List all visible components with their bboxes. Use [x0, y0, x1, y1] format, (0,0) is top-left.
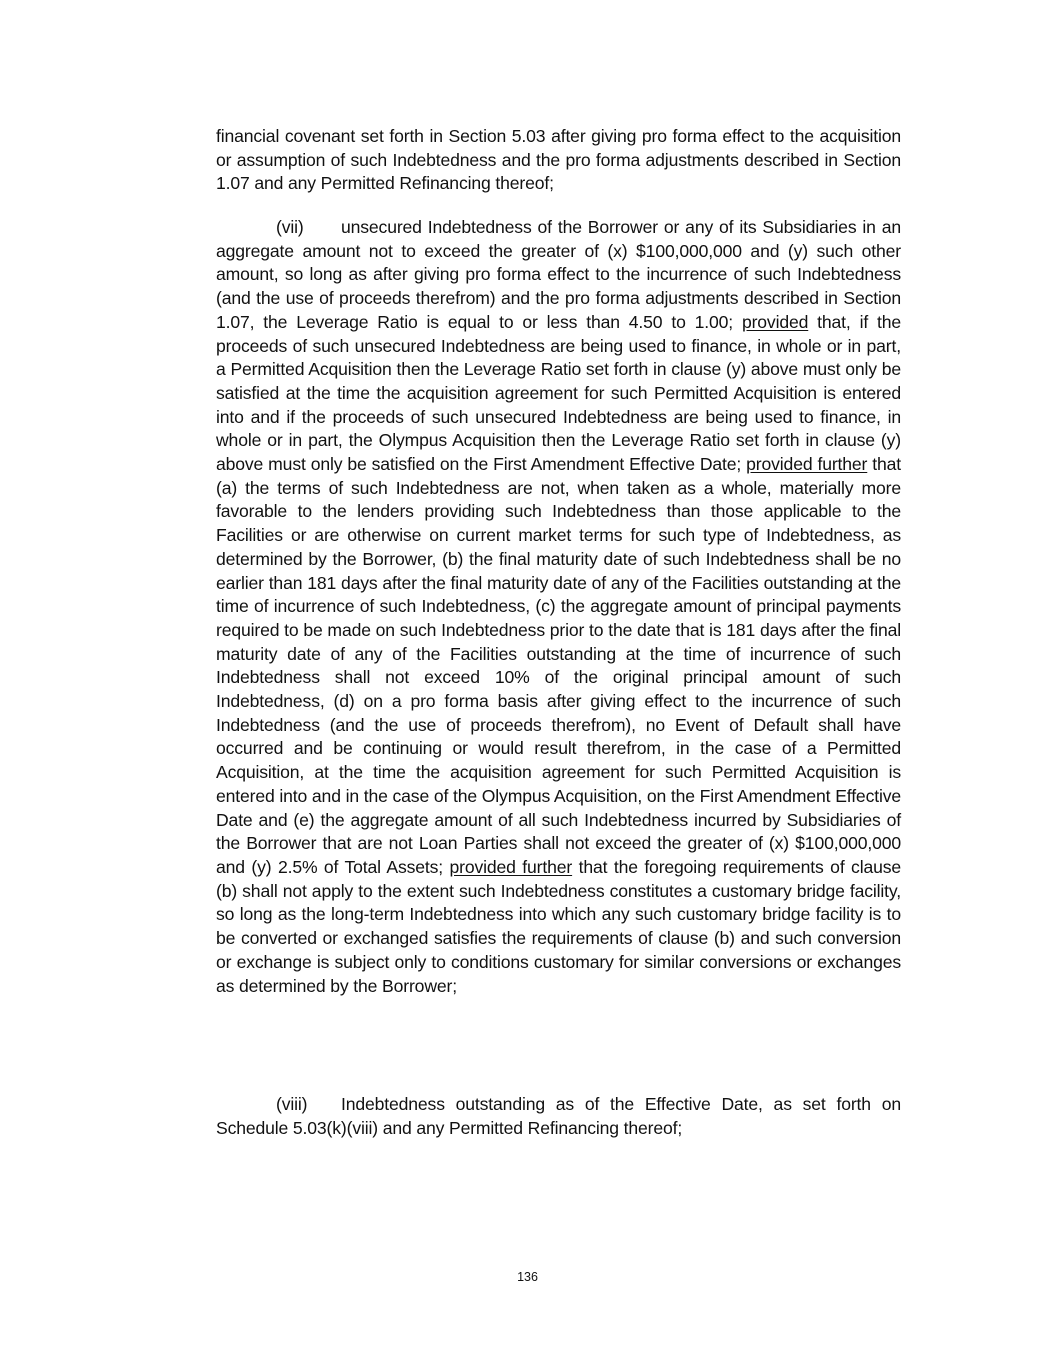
clause-viii-paragraph: [216, 1093, 901, 1140]
clause-vii-paragraph: [216, 216, 901, 998]
clause-vii-text-1: unsecured Indebtedness of the Borrower or any of its Subsidiaries in an aggregate amount not to exceed the greater of (x) $100,000,000 and (y) such other amount, so long as after giving pro forma effect to the incurrence of such Indebtedness (and the use of proceeds therefrom) and the pro forma adjustments described in Section 1.07, the Leverage Ratio is equal to or less than 4.50 to 1.00;: [216, 217, 901, 332]
clause-vii-provided-term: provided: [741, 311, 809, 332]
clause-vii-text-2: that, if the proceeds of such unsecured Indebtedness are being used to finance, in whole or in part, a Permitted Acquisition then the Leverage Ratio set forth in clause (y) above must only be satisfied at the time the acquisition agreement for such Permitted Acquisition is entered into and if the proceeds of such unsecured Indebtedness are being used to finance, in whole or in part, the Olympus Acquisition then the Leverage Ratio set forth in clause (y) above must only be satisfied on the First Amendment Effective Date;: [216, 311, 901, 475]
clause-vii-number: (vii): [276, 217, 304, 237]
page-number: 136: [517, 1270, 538, 1284]
clause-viii-number: (viii): [276, 1094, 308, 1114]
clause-vii-text-3: that (a) the terms of such Indebtedness are not, when taken as a whole, materially more favorable to the lenders providing such Indebtedness than those applicable to the Facilities or are otherwise on current market terms for such type of Indebtedness, as determined by the Borrower, (b) the final maturity date of such Indebtedness shall be no earlier than 181 days after the final maturity date of any of the Facilities outstanding at the time of incurrence of such Indebtedness, (c) the aggregate amount of principal payments required to be made on such Indebtedness prior to the date that is 181 days after the final maturity date of any of the Facilities outstanding at the time of incurrence of such Indebtedness shall not exceed 10% of the original principal amount of such Indebtedness, (d) on a pro forma basis after giving effect to the incurrence of such Indebtedness (and the use of proceeds therefrom), no Event of Default shall have occurred and be continuing or would result therefrom, in the case of a Permitted Acquisition, at the time the acquisition agreement for such Permitted Acquisition is entered into and in the case of the Olympus Acquisition, on the First Amendment Effective Date and (e) the aggregate amount of all such Indebtedness incurred by Subsidiaries of the Borrower that are not Loan Parties shall not exceed the greater of (x) $100,000,000 and (y) 2.5% of Total Assets;: [216, 454, 902, 877]
continuation-paragraph: [216, 125, 901, 196]
clause-vii-provided-further-term-1: provided further: [746, 454, 868, 475]
clause-vii-text-4: that the foregoing requirements of clause (b) shall not apply to the extent such Indebtedness constitutes a customary bridge facility, so long as the long-term Indebtedness into which any such customary bridge facility is to be converted or exchanged satisfies the requirements of clause (b) and such conversion or exchange is subject only to conditions customary for similar conversions or exchanges as determined by the Borrower;: [216, 856, 901, 996]
clause-vii-provided-further-term-2: provided further: [449, 856, 573, 877]
continuation-paragraph-text: financial covenant set forth in Section 5.03 after giving pro forma effect to the acquisition or assumption of such Indebtedness and the pro forma adjustments described in Section 1.07 and any Permitted Refinancing thereof;: [216, 126, 901, 194]
clause-viii-text: Indebtedness outstanding as of the Effective Date, as set forth on Schedule 5.03(k)(viii) and any Permitted Refinancing thereof;: [216, 1094, 901, 1138]
